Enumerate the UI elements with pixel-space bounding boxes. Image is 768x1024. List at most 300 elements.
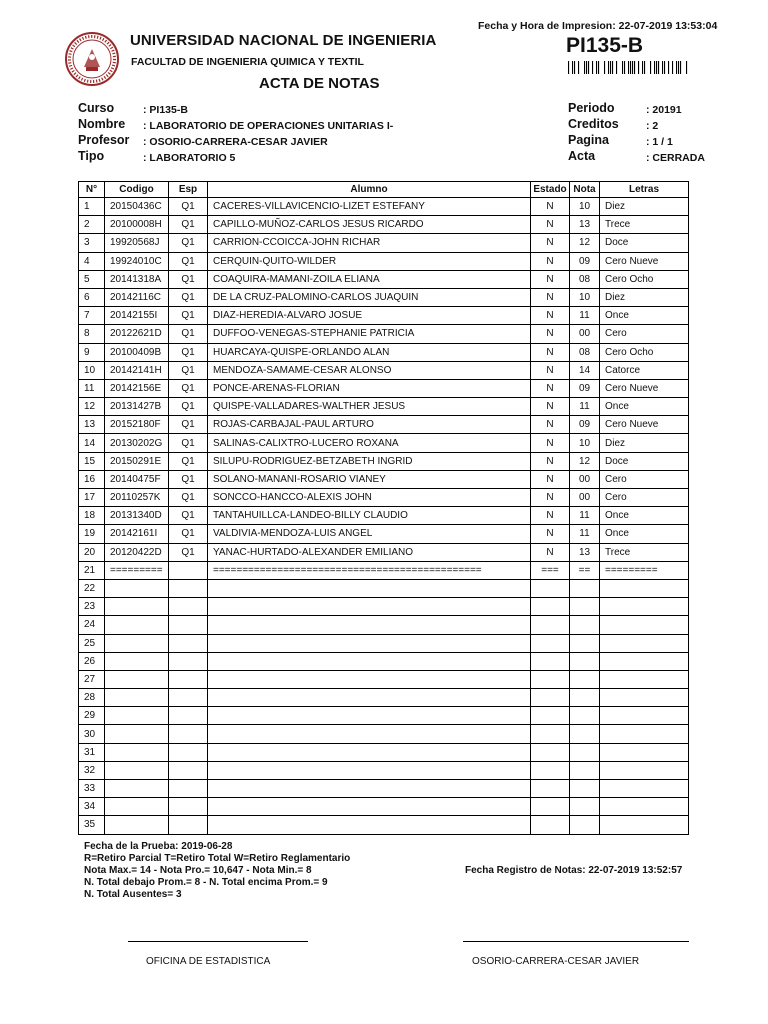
- table-cell: 12: [570, 234, 600, 252]
- university-seal-icon: [64, 31, 120, 87]
- table-row: [79, 780, 689, 798]
- table-row: [79, 689, 689, 707]
- table-cell: [570, 670, 600, 688]
- table-row: [79, 798, 689, 816]
- table-cell: 30: [79, 725, 105, 743]
- table-cell: [600, 816, 689, 834]
- table-cell: [105, 707, 169, 725]
- table-cell: VALDIVIA-MENDOZA-LUIS ANGEL: [208, 525, 531, 543]
- table-cell: 16: [79, 470, 105, 488]
- nombre-label: Nombre: [78, 117, 126, 131]
- stats-promedio: N. Total debajo Prom.= 8 - N. Total encima Prom.= 9: [84, 877, 328, 888]
- table-cell: 33: [79, 780, 105, 798]
- table-cell: [208, 707, 531, 725]
- table-cell: 14: [570, 361, 600, 379]
- table-cell: [600, 652, 689, 670]
- table-cell: [531, 579, 570, 597]
- table-row: [79, 398, 689, 416]
- table-cell: Q1: [169, 489, 208, 507]
- table-row: [79, 234, 689, 252]
- table-cell: 20131427B: [105, 398, 169, 416]
- signature-line-right: [463, 941, 689, 942]
- table-cell: [105, 670, 169, 688]
- table-cell: DIAZ-HEREDIA-ALVARO JOSUE: [208, 307, 531, 325]
- curso-value: : PI135-B: [143, 104, 188, 116]
- table-cell: [600, 743, 689, 761]
- fecha-registro: Fecha Registro de Notas: 22-07-2019 13:52:57: [465, 865, 683, 876]
- table-cell: 13: [570, 216, 600, 234]
- table-cell: 8: [79, 325, 105, 343]
- table-cell: 20142141H: [105, 361, 169, 379]
- periodo-value: : 20191: [646, 104, 682, 116]
- table-cell: N: [531, 379, 570, 397]
- table-cell: Doce: [600, 452, 689, 470]
- table-cell: CARRION-CCOICCA-JOHN RICHAR: [208, 234, 531, 252]
- table-cell: 20142161I: [105, 525, 169, 543]
- table-cell: 29: [79, 707, 105, 725]
- profesor-value: : OSORIO-CARRERA-CESAR JAVIER: [143, 136, 328, 148]
- table-cell: [531, 652, 570, 670]
- table-cell: 08: [570, 343, 600, 361]
- tipo-value: : LABORATORIO 5: [143, 152, 236, 164]
- table-cell: [570, 707, 600, 725]
- table-cell: DE LA CRUZ-PALOMINO-CARLOS JUAQUIN: [208, 288, 531, 306]
- barcode-bar: [574, 61, 575, 74]
- table-cell: 20140475F: [105, 470, 169, 488]
- table-cell: N: [531, 470, 570, 488]
- table-row: [79, 761, 689, 779]
- table-cell: [531, 689, 570, 707]
- table-row: [79, 543, 689, 561]
- barcode-bar: [686, 61, 687, 74]
- table-cell: Once: [600, 525, 689, 543]
- table-cell: [600, 798, 689, 816]
- table-cell: Q1: [169, 525, 208, 543]
- table-cell: [600, 670, 689, 688]
- table-cell: 32: [79, 761, 105, 779]
- table-row: [79, 579, 689, 597]
- pagina-value: : 1 / 1: [646, 136, 673, 148]
- table-cell: [105, 725, 169, 743]
- table-cell: N: [531, 489, 570, 507]
- table-cell: [105, 743, 169, 761]
- table-cell: SOLANO-MANANI-ROSARIO VIANEY: [208, 470, 531, 488]
- table-cell: Q1: [169, 198, 208, 216]
- table-cell: Doce: [600, 234, 689, 252]
- table-cell: [105, 598, 169, 616]
- table-cell: [105, 652, 169, 670]
- table-cell: [600, 780, 689, 798]
- table-cell: Q1: [169, 452, 208, 470]
- barcode-bar: [664, 61, 665, 74]
- table-cell: ROJAS-CARBAJAL-PAUL ARTURO: [208, 416, 531, 434]
- table-cell: 13: [570, 543, 600, 561]
- table-cell: DUFFOO-VENEGAS-STEPHANIE PATRICIA: [208, 325, 531, 343]
- table-cell: [169, 670, 208, 688]
- table-cell: [169, 634, 208, 652]
- table-cell: 20131340D: [105, 507, 169, 525]
- table-cell: [600, 689, 689, 707]
- acta-value: : CERRADA: [646, 152, 705, 164]
- table-cell: 11: [570, 507, 600, 525]
- table-cell: 20: [79, 543, 105, 561]
- barcode-bar: [592, 61, 593, 74]
- table-cell: N: [531, 398, 570, 416]
- barcode-icon: [568, 61, 688, 74]
- table-cell: 20152180F: [105, 416, 169, 434]
- table-cell: Q1: [169, 234, 208, 252]
- table-cell: [600, 616, 689, 634]
- barcode-bar: [650, 61, 651, 74]
- table-cell: ==============================================: [208, 561, 531, 579]
- table-cell: Cero: [600, 489, 689, 507]
- table-cell: 20100008H: [105, 216, 169, 234]
- table-cell: 15: [79, 452, 105, 470]
- table-cell: [531, 816, 570, 834]
- table-cell: 20142116C: [105, 288, 169, 306]
- table-cell: 20122621D: [105, 325, 169, 343]
- table-cell: 11: [570, 525, 600, 543]
- table-cell: [600, 579, 689, 597]
- pagina-label: Pagina: [568, 133, 609, 147]
- table-cell: 20130202G: [105, 434, 169, 452]
- profesor-label: Profesor: [78, 133, 130, 147]
- table-cell: 3: [79, 234, 105, 252]
- table-cell: 10: [570, 434, 600, 452]
- fecha-prueba: Fecha de la Prueba: 2019-06-28: [84, 841, 233, 852]
- table-cell: Once: [600, 398, 689, 416]
- table-row: [79, 470, 689, 488]
- table-cell: Diez: [600, 434, 689, 452]
- table-cell: [105, 780, 169, 798]
- table-row: [79, 216, 689, 234]
- table-cell: [570, 616, 600, 634]
- creditos-value: : 2: [646, 120, 659, 132]
- table-cell: [208, 798, 531, 816]
- table-cell: COAQUIRA-MAMANI-ZOILA ELIANA: [208, 270, 531, 288]
- table-cell: [169, 561, 208, 579]
- table-cell: 00: [570, 325, 600, 343]
- document-title: ACTA DE NOTAS: [259, 75, 380, 92]
- barcode-bar: [656, 61, 657, 74]
- table-cell: SONCCO-HANCCO-ALEXIS JOHN: [208, 489, 531, 507]
- table-row: [79, 652, 689, 670]
- table-cell: Q1: [169, 361, 208, 379]
- table-cell: 20142155I: [105, 307, 169, 325]
- table-row: [79, 743, 689, 761]
- course-code-title: PI135-B: [566, 34, 644, 57]
- table-cell: 26: [79, 652, 105, 670]
- table-cell: [169, 616, 208, 634]
- signature-label-right: OSORIO-CARRERA-CESAR JAVIER: [472, 956, 640, 967]
- table-cell: [531, 761, 570, 779]
- table-cell: Q1: [169, 379, 208, 397]
- barcode-bar: [678, 61, 679, 74]
- table-cell: N: [531, 216, 570, 234]
- table-row: [79, 198, 689, 216]
- table-cell: [208, 652, 531, 670]
- table-cell: [531, 780, 570, 798]
- table-cell: N: [531, 507, 570, 525]
- table-cell: [531, 798, 570, 816]
- table-cell: Q1: [169, 398, 208, 416]
- barcode-bar: [622, 61, 623, 74]
- table-cell: Cero Ocho: [600, 270, 689, 288]
- table-cell: CERQUIN-QUITO-WILDER: [208, 252, 531, 270]
- table-cell: [208, 725, 531, 743]
- table-row: [79, 307, 689, 325]
- grades-table: [78, 181, 689, 835]
- table-cell: SILUPU-RODRIGUEZ-BETZABETH INGRID: [208, 452, 531, 470]
- barcode-bar: [604, 61, 605, 74]
- table-cell: [208, 670, 531, 688]
- table-cell: [105, 761, 169, 779]
- table-cell: 20100409B: [105, 343, 169, 361]
- barcode-bar: [628, 61, 629, 74]
- table-cell: [208, 743, 531, 761]
- barcode-bar: [672, 61, 673, 74]
- table-cell: 12: [570, 452, 600, 470]
- column-header: Codigo: [105, 182, 169, 198]
- table-cell: [208, 761, 531, 779]
- table-cell: [208, 780, 531, 798]
- table-cell: [570, 598, 600, 616]
- stats-ausentes: N. Total Ausentes= 3: [84, 889, 182, 900]
- table-cell: 35: [79, 816, 105, 834]
- table-row: [79, 670, 689, 688]
- table-cell: YANAC-HURTADO-ALEXANDER EMILIANO: [208, 543, 531, 561]
- table-cell: 20150291E: [105, 452, 169, 470]
- table-cell: [600, 598, 689, 616]
- table-cell: 1: [79, 198, 105, 216]
- table-cell: [208, 579, 531, 597]
- table-cell: Q1: [169, 343, 208, 361]
- table-row: [79, 598, 689, 616]
- table-cell: 14: [79, 434, 105, 452]
- signature-label-left: OFICINA DE ESTADISTICA: [146, 956, 271, 967]
- table-cell: [570, 816, 600, 834]
- table-cell: N: [531, 434, 570, 452]
- table-row: [79, 288, 689, 306]
- table-cell: [570, 761, 600, 779]
- table-cell: 20150436C: [105, 198, 169, 216]
- table-cell: 2: [79, 216, 105, 234]
- table-cell: [105, 579, 169, 597]
- barcode-bar: [572, 61, 573, 74]
- table-cell: N: [531, 234, 570, 252]
- nombre-value: : LABORATORIO DE OPERACIONES UNITARIAS I-: [143, 120, 394, 132]
- table-row: [79, 561, 689, 579]
- table-row: [79, 707, 689, 725]
- barcode-bar: [598, 61, 599, 74]
- table-cell: Diez: [600, 288, 689, 306]
- table-cell: HUARCAYA-QUISPE-ORLANDO ALAN: [208, 343, 531, 361]
- table-cell: [570, 743, 600, 761]
- table-cell: [531, 725, 570, 743]
- table-cell: 09: [570, 379, 600, 397]
- table-cell: [531, 634, 570, 652]
- table-row: [79, 379, 689, 397]
- table-cell: N: [531, 325, 570, 343]
- table-row: [79, 343, 689, 361]
- table-cell: [105, 616, 169, 634]
- table-cell: Cero: [600, 325, 689, 343]
- table-cell: Cero Nueve: [600, 252, 689, 270]
- table-cell: [600, 634, 689, 652]
- table-cell: Cero: [600, 470, 689, 488]
- column-header: N°: [79, 182, 105, 198]
- barcode-bar: [624, 61, 625, 74]
- table-cell: 00: [570, 470, 600, 488]
- table-cell: ===: [531, 561, 570, 579]
- column-header: Letras: [600, 182, 689, 198]
- table-row: [79, 725, 689, 743]
- table-cell: [570, 579, 600, 597]
- barcode-bar: [584, 61, 585, 74]
- table-row: [79, 452, 689, 470]
- table-header-row: [79, 182, 689, 198]
- table-cell: [570, 652, 600, 670]
- table-cell: 18: [79, 507, 105, 525]
- table-cell: [531, 743, 570, 761]
- barcode-bar: [654, 61, 655, 74]
- barcode-bar: [638, 61, 639, 74]
- barcode-bar: [632, 61, 633, 74]
- table-cell: 11: [570, 307, 600, 325]
- table-cell: Once: [600, 307, 689, 325]
- periodo-label: Periodo: [568, 101, 615, 115]
- column-header: Alumno: [208, 182, 531, 198]
- table-cell: Diez: [600, 198, 689, 216]
- table-cell: CAPILLO-MUÑOZ-CARLOS JESUS RICARDO: [208, 216, 531, 234]
- table-cell: [169, 761, 208, 779]
- table-cell: N: [531, 252, 570, 270]
- table-cell: [570, 725, 600, 743]
- barcode-bar: [644, 61, 645, 74]
- table-cell: TANTAHUILLCA-LANDEO-BILLY CLAUDIO: [208, 507, 531, 525]
- table-cell: 23: [79, 598, 105, 616]
- table-cell: [105, 689, 169, 707]
- table-cell: PONCE-ARENAS-FLORIAN: [208, 379, 531, 397]
- table-row: [79, 252, 689, 270]
- table-cell: [531, 598, 570, 616]
- barcode-bar: [658, 61, 659, 74]
- table-cell: Q1: [169, 307, 208, 325]
- table-cell: CACERES-VILLAVICENCIO-LIZET ESTEFANY: [208, 198, 531, 216]
- table-cell: Cero Nueve: [600, 416, 689, 434]
- table-cell: MENDOZA-SAMAME-CESAR ALONSO: [208, 361, 531, 379]
- table-cell: Q1: [169, 270, 208, 288]
- faculty-name: FACULTAD DE INGENIERIA QUIMICA Y TEXTIL: [131, 56, 364, 68]
- table-cell: [600, 761, 689, 779]
- legend: R=Retiro Parcial T=Retiro Total W=Retiro Reglamentario: [84, 853, 351, 864]
- barcode-bar: [588, 61, 589, 74]
- table-cell: N: [531, 361, 570, 379]
- table-cell: N: [531, 343, 570, 361]
- table-cell: =========: [105, 561, 169, 579]
- table-row: [79, 634, 689, 652]
- table-cell: [600, 725, 689, 743]
- table-cell: 12: [79, 398, 105, 416]
- table-cell: [169, 652, 208, 670]
- table-cell: Q1: [169, 288, 208, 306]
- curso-label: Curso: [78, 101, 115, 115]
- table-cell: 17: [79, 489, 105, 507]
- table-cell: Q1: [169, 434, 208, 452]
- barcode-bar: [668, 61, 669, 74]
- barcode-bar: [586, 61, 587, 74]
- table-cell: 20110257K: [105, 489, 169, 507]
- barcode-bar: [596, 61, 597, 74]
- table-cell: 28: [79, 689, 105, 707]
- table-cell: 22: [79, 579, 105, 597]
- table-cell: [105, 634, 169, 652]
- table-cell: [600, 707, 689, 725]
- table-cell: 19920568J: [105, 234, 169, 252]
- table-cell: 00: [570, 489, 600, 507]
- table-cell: N: [531, 543, 570, 561]
- barcode-bar: [630, 61, 631, 74]
- table-cell: N: [531, 270, 570, 288]
- barcode-bar: [616, 61, 617, 74]
- barcode-bar: [662, 61, 663, 74]
- table-row: [79, 361, 689, 379]
- table-cell: [169, 725, 208, 743]
- table-row: [79, 816, 689, 834]
- table-cell: ==: [570, 561, 600, 579]
- barcode-bar: [578, 61, 579, 74]
- column-header: Estado: [531, 182, 570, 198]
- table-row: [79, 325, 689, 343]
- creditos-label: Creditos: [568, 117, 619, 131]
- table-cell: [105, 798, 169, 816]
- table-cell: Q1: [169, 416, 208, 434]
- table-cell: 19924010C: [105, 252, 169, 270]
- table-cell: N: [531, 307, 570, 325]
- table-row: [79, 489, 689, 507]
- table-cell: 20120422D: [105, 543, 169, 561]
- table-cell: N: [531, 198, 570, 216]
- table-cell: N: [531, 288, 570, 306]
- barcode-bar: [568, 61, 569, 74]
- table-row: [79, 416, 689, 434]
- table-cell: [570, 689, 600, 707]
- table-cell: 9: [79, 343, 105, 361]
- table-cell: Trece: [600, 216, 689, 234]
- table-cell: 08: [570, 270, 600, 288]
- university-name: UNIVERSIDAD NACIONAL DE INGENIERIA: [130, 32, 437, 49]
- table-cell: [570, 780, 600, 798]
- table-cell: [169, 707, 208, 725]
- column-header: Esp: [169, 182, 208, 198]
- table-cell: Trece: [600, 543, 689, 561]
- table-cell: 11: [570, 398, 600, 416]
- table-cell: [208, 598, 531, 616]
- barcode-bar: [642, 61, 643, 74]
- table-cell: [169, 816, 208, 834]
- table-cell: [169, 780, 208, 798]
- table-cell: Q1: [169, 543, 208, 561]
- stats-notas: Nota Max.= 14 - Nota Pro.= 10,647 - Nota Min.= 8: [84, 865, 312, 876]
- table-cell: [531, 616, 570, 634]
- table-cell: 31: [79, 743, 105, 761]
- table-cell: 09: [570, 252, 600, 270]
- table-cell: 10: [570, 288, 600, 306]
- table-cell: 20141318A: [105, 270, 169, 288]
- tipo-label: Tipo: [78, 149, 105, 163]
- table-cell: N: [531, 525, 570, 543]
- table-cell: 34: [79, 798, 105, 816]
